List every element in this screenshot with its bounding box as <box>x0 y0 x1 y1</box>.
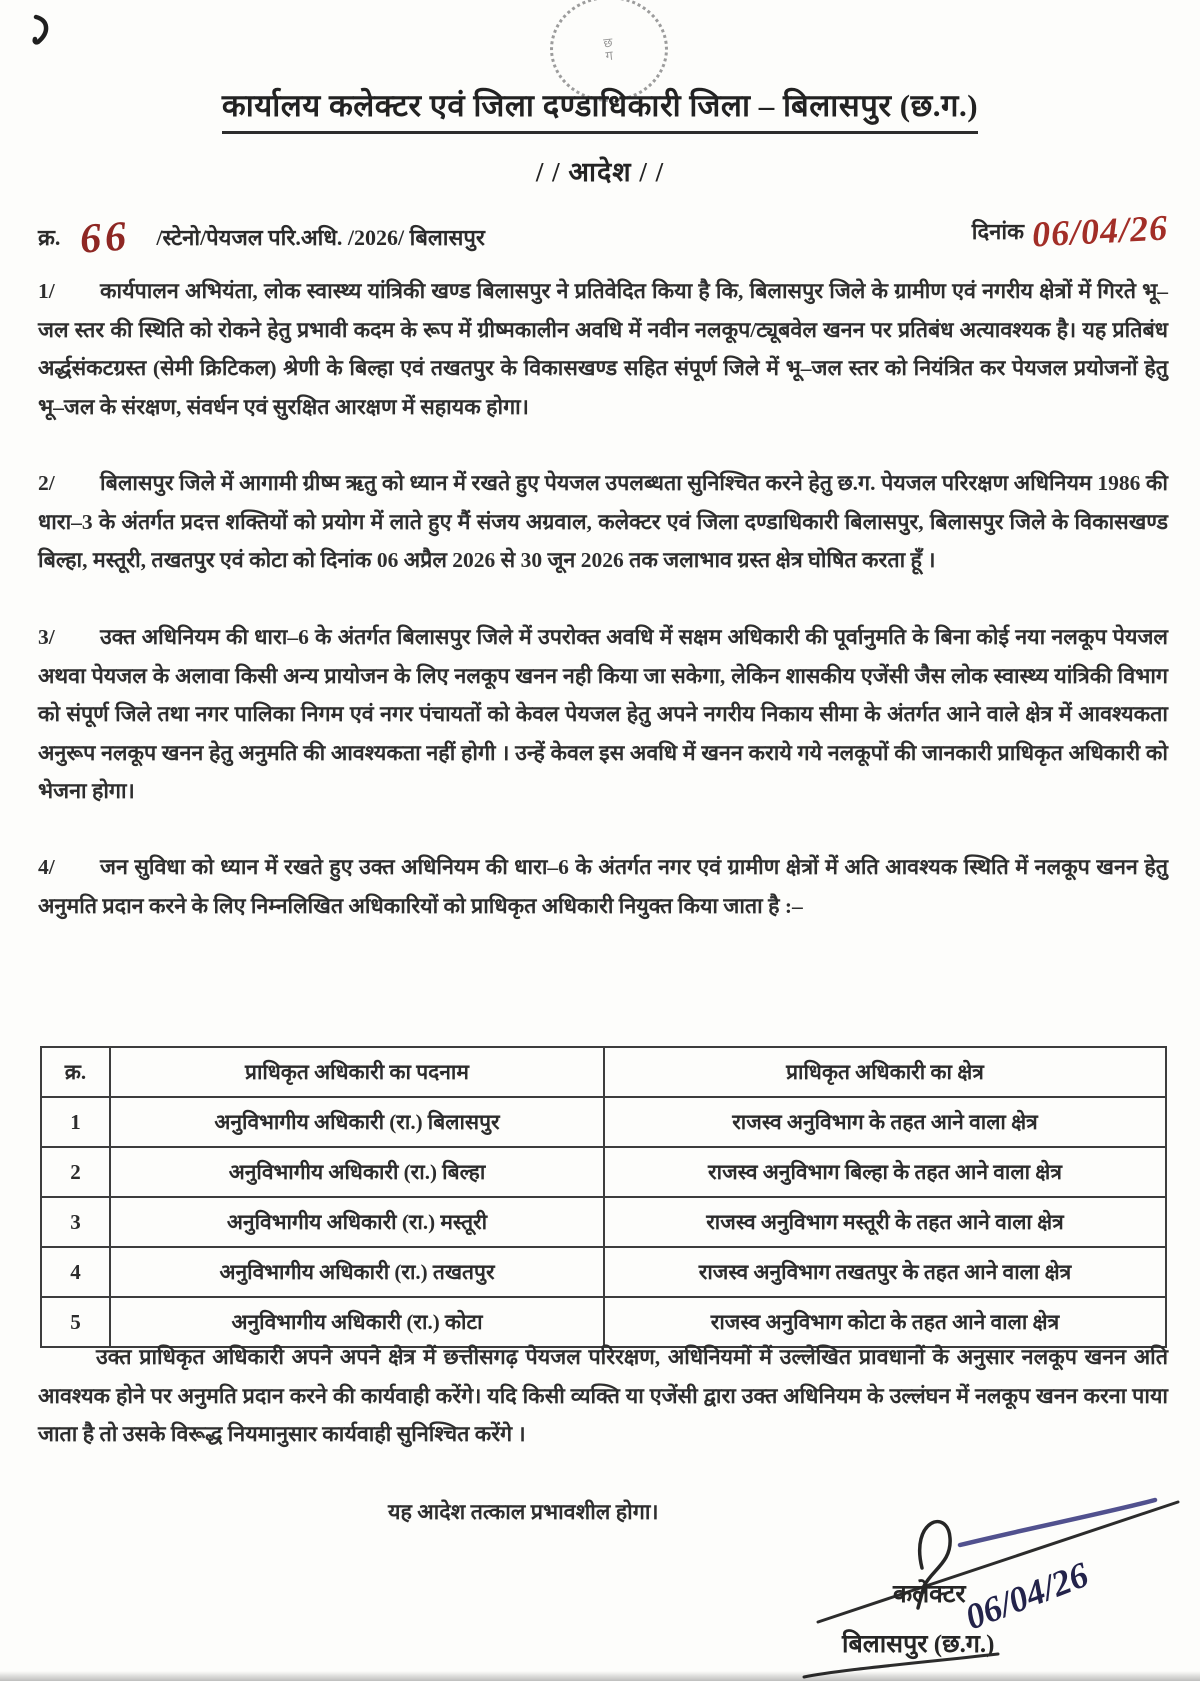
signature-date-handwritten: 06/04/26 <box>959 1554 1094 1638</box>
paragraph-2 <box>38 464 1168 580</box>
cell-area: राजस्व अनुविभाग बिल्हा के तहत आने वाला क्षेत्र <box>604 1147 1166 1197</box>
effect-line: यह आदेश तत्काल प्रभावशील होगा। <box>388 1500 659 1524</box>
table-row <box>41 1197 1166 1247</box>
ref-suffix: /स्टेनो/पेयजल परि.अधि. /2026/ बिलासपुर <box>156 225 485 250</box>
cell-area: राजस्व अनुविभाग तखतपुर के तहत आने वाला क्षेत्र <box>604 1247 1166 1297</box>
cell-area: राजस्व अनुविभाग के तहत आने वाला क्षेत्र <box>604 1097 1166 1147</box>
date-line <box>971 207 1169 255</box>
paragraph-4-number: 4/ <box>38 855 55 879</box>
paragraph-3-number: 3/ <box>38 625 55 649</box>
cell-serial: 1 <box>41 1097 110 1147</box>
cell-serial: 2 <box>41 1147 110 1197</box>
paragraph-4 <box>38 848 1168 925</box>
paragraph-2-text: बिलासपुर जिले में आगामी ग्रीष्म ऋतु को ध्यान में रखते हुए पेयजल उपलब्धता सुनिश्चित करने हेतु छ.ग. पेयजल परिरक्षण अधिनियम 1986 की धारा–3 के अंतर्गत प्रदत्त शक्तियों को प्रयोग में लाते हुए मैं संजय अग्रवाल, कलेक्टर एवं जिला दण्डाधिकारी बिलासपुर, बिलासपुर जिले के विकासखण्ड बिल्हा, मस्तूरी, तखतपुर एवं कोटा को दिनांक 06 अप्रैल 2026 से 30 जून 2026 तक जलाभाव ग्रस्त क्षेत्र घोषित करता हूँ । <box>38 471 1168 572</box>
order-heading: / / आदेश / / <box>535 157 665 187</box>
paragraph-4-text: जन सुविधा को ध्यान में रखते हुए उक्त अधिनियम की धारा–6 के अंतर्गत नगर एवं ग्रामीण क्षेत्रों में अति आवश्यक स्थिति में नलकूप खनन हेतु अनुमति प्रदान करने के लिए निम्नलिखित अधिकारियों को प्राधिकृत अधिकारी नियुक्त किया जाता है :– <box>38 855 1168 918</box>
seal-text: छ ग <box>602 34 615 64</box>
header-designation: प्राधिकृत अधिकारी का पदनाम <box>110 1047 604 1097</box>
table-row <box>41 1147 1166 1197</box>
cell-designation: अनुविभागीय अधिकारी (रा.) तखतपुर <box>110 1247 604 1297</box>
paragraph-1 <box>38 272 1168 426</box>
cell-area: राजस्व अनुविभाग कोटा के तहत आने वाला क्षेत्र <box>604 1297 1166 1347</box>
cell-serial: 5 <box>41 1297 110 1347</box>
office-title-text: कार्यालय कलेक्टर एवं जिला दण्डाधिकारी जिला – बिलासपुर (छ.ग.) <box>222 84 978 134</box>
ref-number-handwritten: 66 <box>78 213 132 263</box>
cell-area: राजस्व अनुविभाग मस्तूरी के तहत आने वाला क्षेत्र <box>604 1197 1166 1247</box>
authorised-officers-table <box>40 1046 1167 1348</box>
cell-designation: अनुविभागीय अधिकारी (रा.) बिलासपुर <box>110 1097 604 1147</box>
header-serial: क्र. <box>41 1047 110 1097</box>
date-handwritten: 06/04/26 <box>1031 207 1169 255</box>
table-row <box>41 1247 1166 1297</box>
ref-prefix: क्र. <box>38 225 61 250</box>
closing-paragraph: उक्त प्राधिकृत अधिकारी अपने अपने क्षेत्र में छत्तीसगढ़ पेयजल परिरक्षण, अधिनियमों में उल्लेखित प्रावधानों के अनुसार नलकूप खनन अति आवश्यक होने पर अनुमति प्रदान करने की कार्यवाही करेंगे। यदि किसी व्यक्ति या एजेंसी द्वारा उक्त अधिनियम के उल्लंघन में नलकूप खनन करना पाया जाता है तो उसके विरूद्ध नियमानुसार कार्यवाही सुनिश्चित करेंगे । <box>38 1345 1168 1446</box>
signature-designation: कलेक्टर <box>893 1581 966 1608</box>
paragraph-3 <box>38 618 1168 811</box>
cell-serial: 4 <box>41 1247 110 1297</box>
cell-designation: अनुविभागीय अधिकारी (रा.) कोटा <box>110 1297 604 1347</box>
office-title <box>0 84 1200 134</box>
signature-place: बिलासपुर (छ.ग.) <box>842 1631 995 1658</box>
table-header-row <box>41 1047 1166 1097</box>
cell-designation: अनुविभागीय अधिकारी (रा.) बिल्हा <box>110 1147 604 1197</box>
signature-flourish <box>798 1650 1058 1680</box>
reference-row <box>38 204 1170 264</box>
paragraph-3-text: उक्त अधिनियम की धारा–6 के अंतर्गत बिलासपुर जिले में उपरोक्त अवधि में सक्षम अधिकारी की पूर्वानुमति के बिना कोई नया नलकूप पेयजल अथवा पेयजल के अलावा किसी अन्य प्रायोजन के लिए नलकूप खनन नही किया जा सकेगा, लेकिन शासकीय एजेंसी जैस लोक स्वास्थ्य यांत्रिकी विभाग को संपूर्ण जिले तथा नगर पालिका निगम एवं नगर पंचायतों को केवल पेयजल हेतु अपने नगरीय निकाय सीमा के अंतर्गत आने वाले क्षेत्र में आवश्यकता अनुरूप नलकूप खनन हेतु अनुमति की आवश्यकता नहीं होगी । उन्हें केवल इस अवधि में खनन कराये गये नलकूपों की जानकारी प्राधिकृत अधिकारी को भेजना होगा। <box>38 625 1168 803</box>
header-area: प्राधिकृत अधिकारी का क्षेत्र <box>604 1047 1166 1097</box>
table-row <box>41 1097 1166 1147</box>
reference-number-line <box>38 213 485 263</box>
paragraph-1-number: 1/ <box>38 279 55 303</box>
pen-mark-icon <box>30 14 56 48</box>
paragraph-2-number: 2/ <box>38 471 55 495</box>
cell-serial: 3 <box>41 1197 110 1247</box>
cell-designation: अनुविभागीय अधिकारी (रा.) मस्तूरी <box>110 1197 604 1247</box>
date-label: दिनांक <box>971 219 1024 244</box>
paragraph-1-text: कार्यपालन अभियंता, लोक स्वास्थ्य यांत्रिकी खण्ड बिलासपुर ने प्रतिवेदित किया है कि, बिलासपुर जिले के ग्रामीण एवं नगरीय क्षेत्रों में गिरते भू–जल स्तर की स्थिति को रोकने हेतु प्रभावी कदम के रूप में ग्रीष्मकालीन अवधि में नवीन नलकूप/ट्यूबवेल खनन पर प्रतिबंध अत्यावश्यक है। यह प्रतिबंध अर्द्धसंकटग्रस्त (सेमी क्रिटिकल) श्रेणी के बिल्हा एवं तखतपुर के विकासखण्ड सहित संपूर्ण जिले में भू–जल स्तर को नियंत्रित कर पेयजल प्रयोजनों हेतु भू–जल के संरक्षण, संवर्धन एवं सुरक्षित आरक्षण में सहायक होगा। <box>38 279 1168 419</box>
